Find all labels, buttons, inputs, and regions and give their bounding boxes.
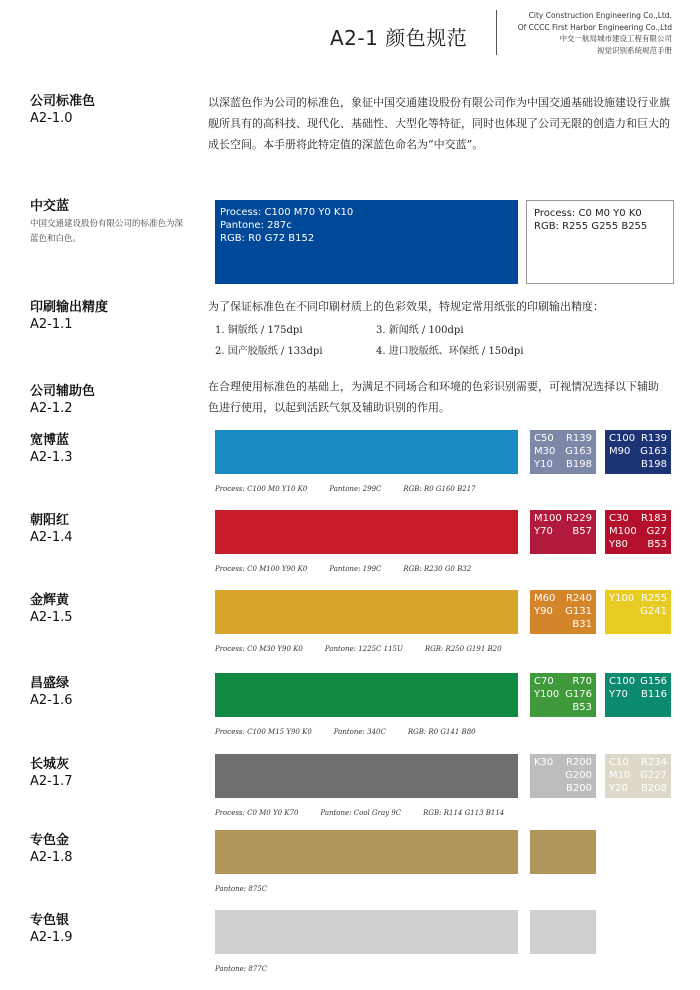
company-en-1: City Construction Engineering Co.,Ltd. bbox=[528, 11, 672, 20]
header-divider bbox=[496, 10, 497, 55]
swatch-value: M90 bbox=[609, 446, 631, 457]
auxiliary-name: 公司辅助色 bbox=[30, 384, 96, 399]
caption-item: Pantone: Cool Gray 9C bbox=[320, 809, 402, 817]
swatch-value: C50 bbox=[534, 433, 554, 444]
swatch-value: M30 bbox=[534, 446, 556, 457]
variant-swatch bbox=[605, 430, 671, 474]
company-info bbox=[518, 10, 672, 56]
color-name: 专色银 bbox=[30, 913, 70, 928]
swatch-cmyk bbox=[609, 592, 634, 605]
print-code: A2-1.1 bbox=[30, 317, 73, 332]
cccc-blue-pantone: Pantone: 287c bbox=[220, 220, 292, 231]
cccc-blue-process: Process: C100 M70 Y0 K10 bbox=[220, 207, 354, 218]
swatch-cmyk bbox=[609, 675, 635, 701]
color-bar bbox=[215, 510, 518, 554]
swatch-value: Y70 bbox=[609, 689, 628, 700]
page-title: A2-1 颜色规范 bbox=[330, 26, 468, 50]
swatch-value: Y90 bbox=[534, 606, 553, 617]
swatch-value: R240 bbox=[565, 593, 592, 604]
swatch-value: M60 bbox=[534, 593, 556, 604]
color-caption bbox=[215, 485, 498, 493]
color-label bbox=[30, 912, 73, 947]
swatch-value: M10 bbox=[609, 770, 631, 781]
color-label bbox=[30, 512, 73, 547]
caption-item: RGB: R250 G191 B20 bbox=[424, 645, 502, 653]
color-label bbox=[30, 432, 73, 467]
standard-color-name: 公司标准色 bbox=[30, 94, 96, 109]
color-name: 昌盛绿 bbox=[30, 676, 70, 691]
swatch-rgb bbox=[640, 756, 667, 795]
swatch-value: C100 bbox=[609, 676, 636, 687]
company-cn: 中交一航局城市建设工程有限公司 bbox=[559, 34, 672, 43]
swatch-rgb bbox=[566, 512, 592, 538]
caption-item: Pantone: 1225C 115U bbox=[324, 645, 403, 653]
swatch-value: G131 bbox=[565, 606, 592, 617]
color-bar bbox=[215, 830, 518, 874]
print-item: 3. 新闻纸 / 100dpi bbox=[376, 325, 464, 336]
swatch-rgb bbox=[640, 592, 667, 618]
color-code: A2-1.4 bbox=[30, 530, 73, 545]
caption-item: Pantone: 877C bbox=[215, 965, 268, 973]
print-name: 印刷输出精度 bbox=[30, 300, 109, 315]
print-label bbox=[30, 299, 108, 334]
color-caption bbox=[215, 885, 289, 893]
caption-item: Process: C0 M0 Y0 K70 bbox=[215, 809, 299, 817]
swatch-value: G176 bbox=[565, 689, 592, 700]
swatch-value: Y20 bbox=[609, 783, 628, 794]
swatch-value: R139 bbox=[565, 433, 592, 444]
variant-swatch bbox=[605, 590, 671, 634]
caption-item: RGB: R0 G160 B217 bbox=[403, 485, 476, 493]
color-bar bbox=[215, 430, 518, 474]
cccc-blue-note: 中国交通建设股份有限公司的标准色为深蓝色和白色。 bbox=[30, 219, 184, 244]
color-label bbox=[30, 592, 73, 627]
caption-item: Process: C0 M100 Y90 K0 bbox=[215, 565, 308, 573]
variant-swatch bbox=[605, 754, 671, 798]
variant-swatch bbox=[530, 590, 596, 634]
swatch-value: B57 bbox=[572, 526, 592, 537]
swatch-cmyk bbox=[534, 432, 555, 471]
color-name: 长城灰 bbox=[30, 757, 70, 772]
swatch-value: R234 bbox=[640, 757, 667, 768]
swatch-value: B200 bbox=[566, 783, 592, 794]
caption-item: RGB: R114 G113 B114 bbox=[423, 809, 505, 817]
color-code: A2-1.3 bbox=[30, 450, 73, 465]
caption-item: RGB: R0 G141 B80 bbox=[407, 728, 476, 736]
swatch-rgb bbox=[640, 675, 667, 701]
caption-item: Process: C100 M0 Y10 K0 bbox=[215, 485, 308, 493]
company-en-2: Of CCCC First Harbor Engineering Co.,Ltd bbox=[517, 22, 672, 32]
color-name: 朝阳红 bbox=[30, 513, 70, 528]
swatch-value: R70 bbox=[572, 676, 592, 687]
color-name: 宽博蓝 bbox=[30, 433, 70, 448]
swatch-value: Y100 bbox=[534, 689, 560, 700]
color-caption bbox=[215, 965, 289, 973]
swatch-value: G200 bbox=[565, 770, 592, 781]
standard-color-label bbox=[30, 93, 95, 128]
variant-swatch bbox=[530, 830, 596, 874]
cccc-blue-name: 中交蓝 bbox=[30, 199, 70, 214]
color-caption bbox=[215, 565, 493, 573]
swatch-value: B53 bbox=[647, 539, 667, 550]
swatch-value: B116 bbox=[641, 689, 667, 700]
caption-item: Process: C0 M30 Y90 K0 bbox=[215, 645, 303, 653]
color-code: A2-1.5 bbox=[30, 610, 73, 625]
color-caption bbox=[215, 645, 524, 653]
caption-item: Pantone: 299C bbox=[329, 485, 382, 493]
color-code: A2-1.8 bbox=[30, 850, 73, 865]
swatch-rgb bbox=[640, 432, 667, 471]
color-bar bbox=[215, 673, 518, 717]
swatch-value: G27 bbox=[646, 526, 667, 537]
swatch-value: R183 bbox=[640, 513, 667, 524]
swatch-value: R229 bbox=[565, 513, 592, 524]
color-bar bbox=[215, 910, 518, 954]
variant-swatch bbox=[530, 510, 596, 554]
white-swatch bbox=[526, 200, 674, 284]
standard-color-code: A2-1.0 bbox=[30, 111, 73, 126]
swatch-rgb bbox=[565, 592, 592, 631]
white-process: Process: C0 M0 Y0 K0 bbox=[534, 208, 642, 219]
print-item: 2. 国产胶版纸 / 133dpi bbox=[215, 346, 323, 357]
color-caption bbox=[215, 728, 498, 736]
color-caption bbox=[215, 809, 526, 817]
swatch-cmyk bbox=[609, 512, 637, 551]
swatch-value: R200 bbox=[565, 757, 592, 768]
color-code: A2-1.7 bbox=[30, 774, 73, 789]
auxiliary-code: A2-1.2 bbox=[30, 401, 73, 416]
color-label bbox=[30, 832, 73, 867]
color-label bbox=[30, 756, 73, 791]
swatch-value: B53 bbox=[572, 702, 592, 713]
swatch-cmyk bbox=[609, 432, 635, 458]
swatch-cmyk bbox=[609, 756, 630, 795]
auxiliary-label bbox=[30, 383, 95, 418]
swatch-value: B198 bbox=[566, 459, 592, 470]
swatch-value: C10 bbox=[609, 757, 629, 768]
swatch-cmyk bbox=[534, 675, 559, 701]
swatch-cmyk bbox=[534, 756, 553, 769]
color-code: A2-1.6 bbox=[30, 693, 73, 708]
manual-title: 视觉识别系统规范手册 bbox=[597, 45, 672, 55]
swatch-value: Y80 bbox=[609, 539, 628, 550]
cccc-blue-label bbox=[30, 198, 190, 247]
color-name: 专色金 bbox=[30, 833, 70, 848]
print-item: 4. 进口胶版纸、环保纸 / 150dpi bbox=[376, 346, 524, 357]
variant-swatch bbox=[530, 673, 596, 717]
variant-swatch bbox=[605, 673, 671, 717]
swatch-value: B208 bbox=[641, 783, 667, 794]
variant-swatch bbox=[530, 430, 596, 474]
swatch-value: C70 bbox=[534, 676, 554, 687]
swatch-value: G227 bbox=[640, 770, 667, 781]
print-item: 1. 铜版纸 / 175dpi bbox=[215, 325, 303, 336]
color-code: A2-1.9 bbox=[30, 930, 73, 945]
swatch-value: G163 bbox=[640, 446, 667, 457]
caption-item: Process: C100 M15 Y90 K0 bbox=[215, 728, 312, 736]
swatch-value: B198 bbox=[641, 459, 667, 470]
variant-swatch bbox=[530, 910, 596, 954]
swatch-value: M100 bbox=[609, 526, 637, 537]
swatch-cmyk bbox=[534, 592, 555, 618]
swatch-rgb bbox=[565, 432, 592, 471]
swatch-rgb bbox=[565, 756, 592, 795]
swatch-value: R139 bbox=[640, 433, 667, 444]
cccc-blue-swatch bbox=[215, 200, 518, 284]
swatch-value: R255 bbox=[640, 593, 667, 604]
swatch-rgb bbox=[565, 675, 592, 714]
print-intro: 为了保证标准色在不同印刷材质上的色彩效果，特规定常用纸张的印刷输出精度： bbox=[208, 300, 604, 313]
color-bar bbox=[215, 590, 518, 634]
swatch-value: Y10 bbox=[534, 459, 553, 470]
swatch-value: K30 bbox=[534, 757, 554, 768]
swatch-value: G156 bbox=[640, 676, 667, 687]
standard-color-text: 以深蓝色作为公司的标准色，象征中国交通建设股份有限公司作为中国交通基础设施建设行业旗舰所具有的高科技、现代化、基础性、大型化等特征，同时也体现了公司无限的创造力和巨大的成长空间。本手册将此特定值的深蓝色命名为“中交蓝”。 bbox=[208, 96, 670, 151]
white-rgb: RGB: R255 G255 B255 bbox=[534, 221, 648, 232]
cccc-blue-rgb: RGB: R0 G72 B152 bbox=[220, 233, 315, 244]
variant-swatch bbox=[530, 754, 596, 798]
swatch-value: Y70 bbox=[534, 526, 553, 537]
color-label bbox=[30, 675, 73, 710]
swatch-value: B31 bbox=[572, 619, 592, 630]
swatch-rgb bbox=[641, 512, 667, 551]
swatch-value: Y100 bbox=[609, 593, 635, 604]
caption-item: Pantone: 340C bbox=[333, 728, 386, 736]
swatch-value: C30 bbox=[609, 513, 629, 524]
caption-item: Pantone: 199C bbox=[329, 565, 382, 573]
swatch-value: M100 bbox=[534, 513, 562, 524]
caption-item: Pantone: 875C bbox=[215, 885, 268, 893]
variant-swatch bbox=[605, 510, 671, 554]
color-bar bbox=[215, 754, 518, 798]
swatch-value: C100 bbox=[609, 433, 636, 444]
color-name: 金辉黄 bbox=[30, 593, 70, 608]
swatch-cmyk bbox=[534, 512, 562, 538]
auxiliary-text: 在合理使用标准色的基础上，为满足不同场合和环境的色彩识别需要，可视情况选择以下辅助色进行使用，以起到活跃气氛及辅助识别的作用。 bbox=[208, 380, 659, 414]
caption-item: RGB: R230 G0 B32 bbox=[403, 565, 472, 573]
swatch-value: G241 bbox=[640, 606, 667, 617]
swatch-value: G163 bbox=[565, 446, 592, 457]
